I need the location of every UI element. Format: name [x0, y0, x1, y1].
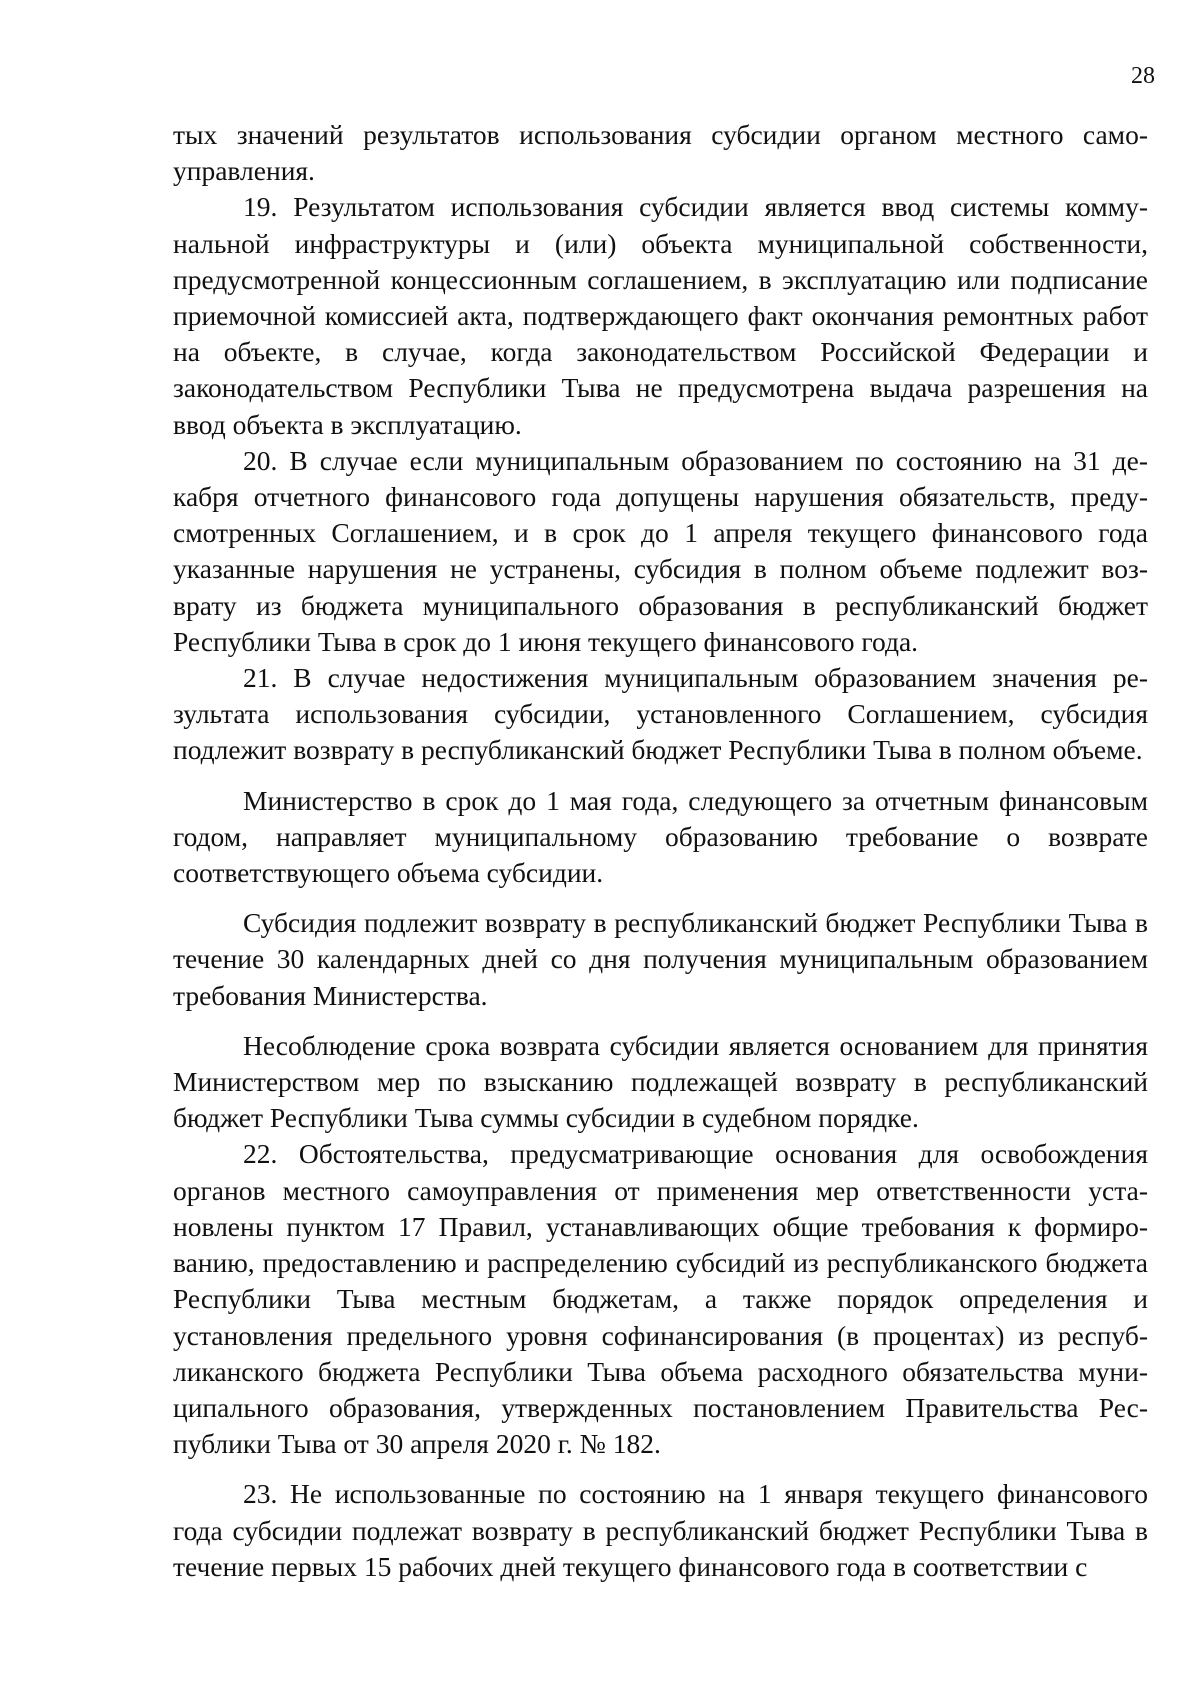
paragraph-21: 21. В случае недостижения муниципальным образованием значения результата использования субсидии, установленного Соглашением, субсидия подлежит возврату в республиканский бюджет Республики Тыва в полном объеме. [173, 662, 1148, 766]
page-number: 28 [1131, 63, 1155, 89]
paragraph-22: 22. Обстоятельства, предусматривающие основания для освобождения органов местного самоуправления от применения мер ответственности установлены пунктом 17 Правил, устанавливающих общие требования к формированию, предоставлению и распределению субсидий из республиканского бюджета Республики Тыва местным бюджетам, а также порядок определения и установления предельного уровня софинансирования (в процентах) из республиканского бюджета Республики Тыва объема расходного обязательства муниципального образования, утвержденных постановлением Правительства Республики Тыва от 30 апреля 2020 г. № 182. [173, 1138, 1148, 1460]
paragraph-21-ministry-requirement: Министерство в срок до 1 мая года, следующего за отчетным финансовым годом, направляет муниципальному образованию требование о возврате соответствующего объема субсидии. [173, 784, 1148, 889]
paragraph-21-non-compliance: Несоблюдение срока возврата субсидии является основанием для принятия Министерством мер по взысканию подлежащей возврату в республиканский бюджет Республики Тыва суммы субсидии в судебном порядке. [173, 1029, 1148, 1134]
document-body [173, 117, 1148, 1585]
paragraph-23: 23. Не использованные по состоянию на 1 января текущего финансового года субсидии подлежат возврату в республиканский бюджет Республики Тыва в течение первых 15 рабочих дней текущего финансового года в соответствии с [173, 1478, 1148, 1582]
paragraph-continuation: тых значений результатов использования субсидии органом местного самоуправления. [173, 119, 1148, 187]
paragraph-21-return-deadline: Субсидия подлежит возврату в республиканский бюджет Республики Тыва в течение 30 календарных дней со дня получения муниципальным образованием требования Министерства. [173, 907, 1148, 1011]
paragraph-19: 19. Результатом использования субсидии является ввод системы коммунальной инфраструктуры и (или) объекта муниципальной собственности, предусмотренной концессионным соглашением, в эксплуатацию или подписание приемочной комиссией акта, подтверждающего факт окончания ремонтных работ на объекте, в случае, когда законодательством Российской Федерации и законодательством Республики Тыва не предусмотрена выдача разрешения на ввод объекта в эксплуатацию. [173, 191, 1148, 440]
paragraph-20: 20. В случае если муниципальным образованием по состоянию на 31 декабря отчетного финансового года допущены нарушения обязательств, предусмотренных Соглашением, и в срок до 1 апреля текущего финансового года указанные нарушения не устранены, субсидия в полном объеме подлежит возврату из бюджета муниципального образования в республиканский бюджет Республики Тыва в срок до 1 июня текущего финансового года. [173, 444, 1148, 657]
